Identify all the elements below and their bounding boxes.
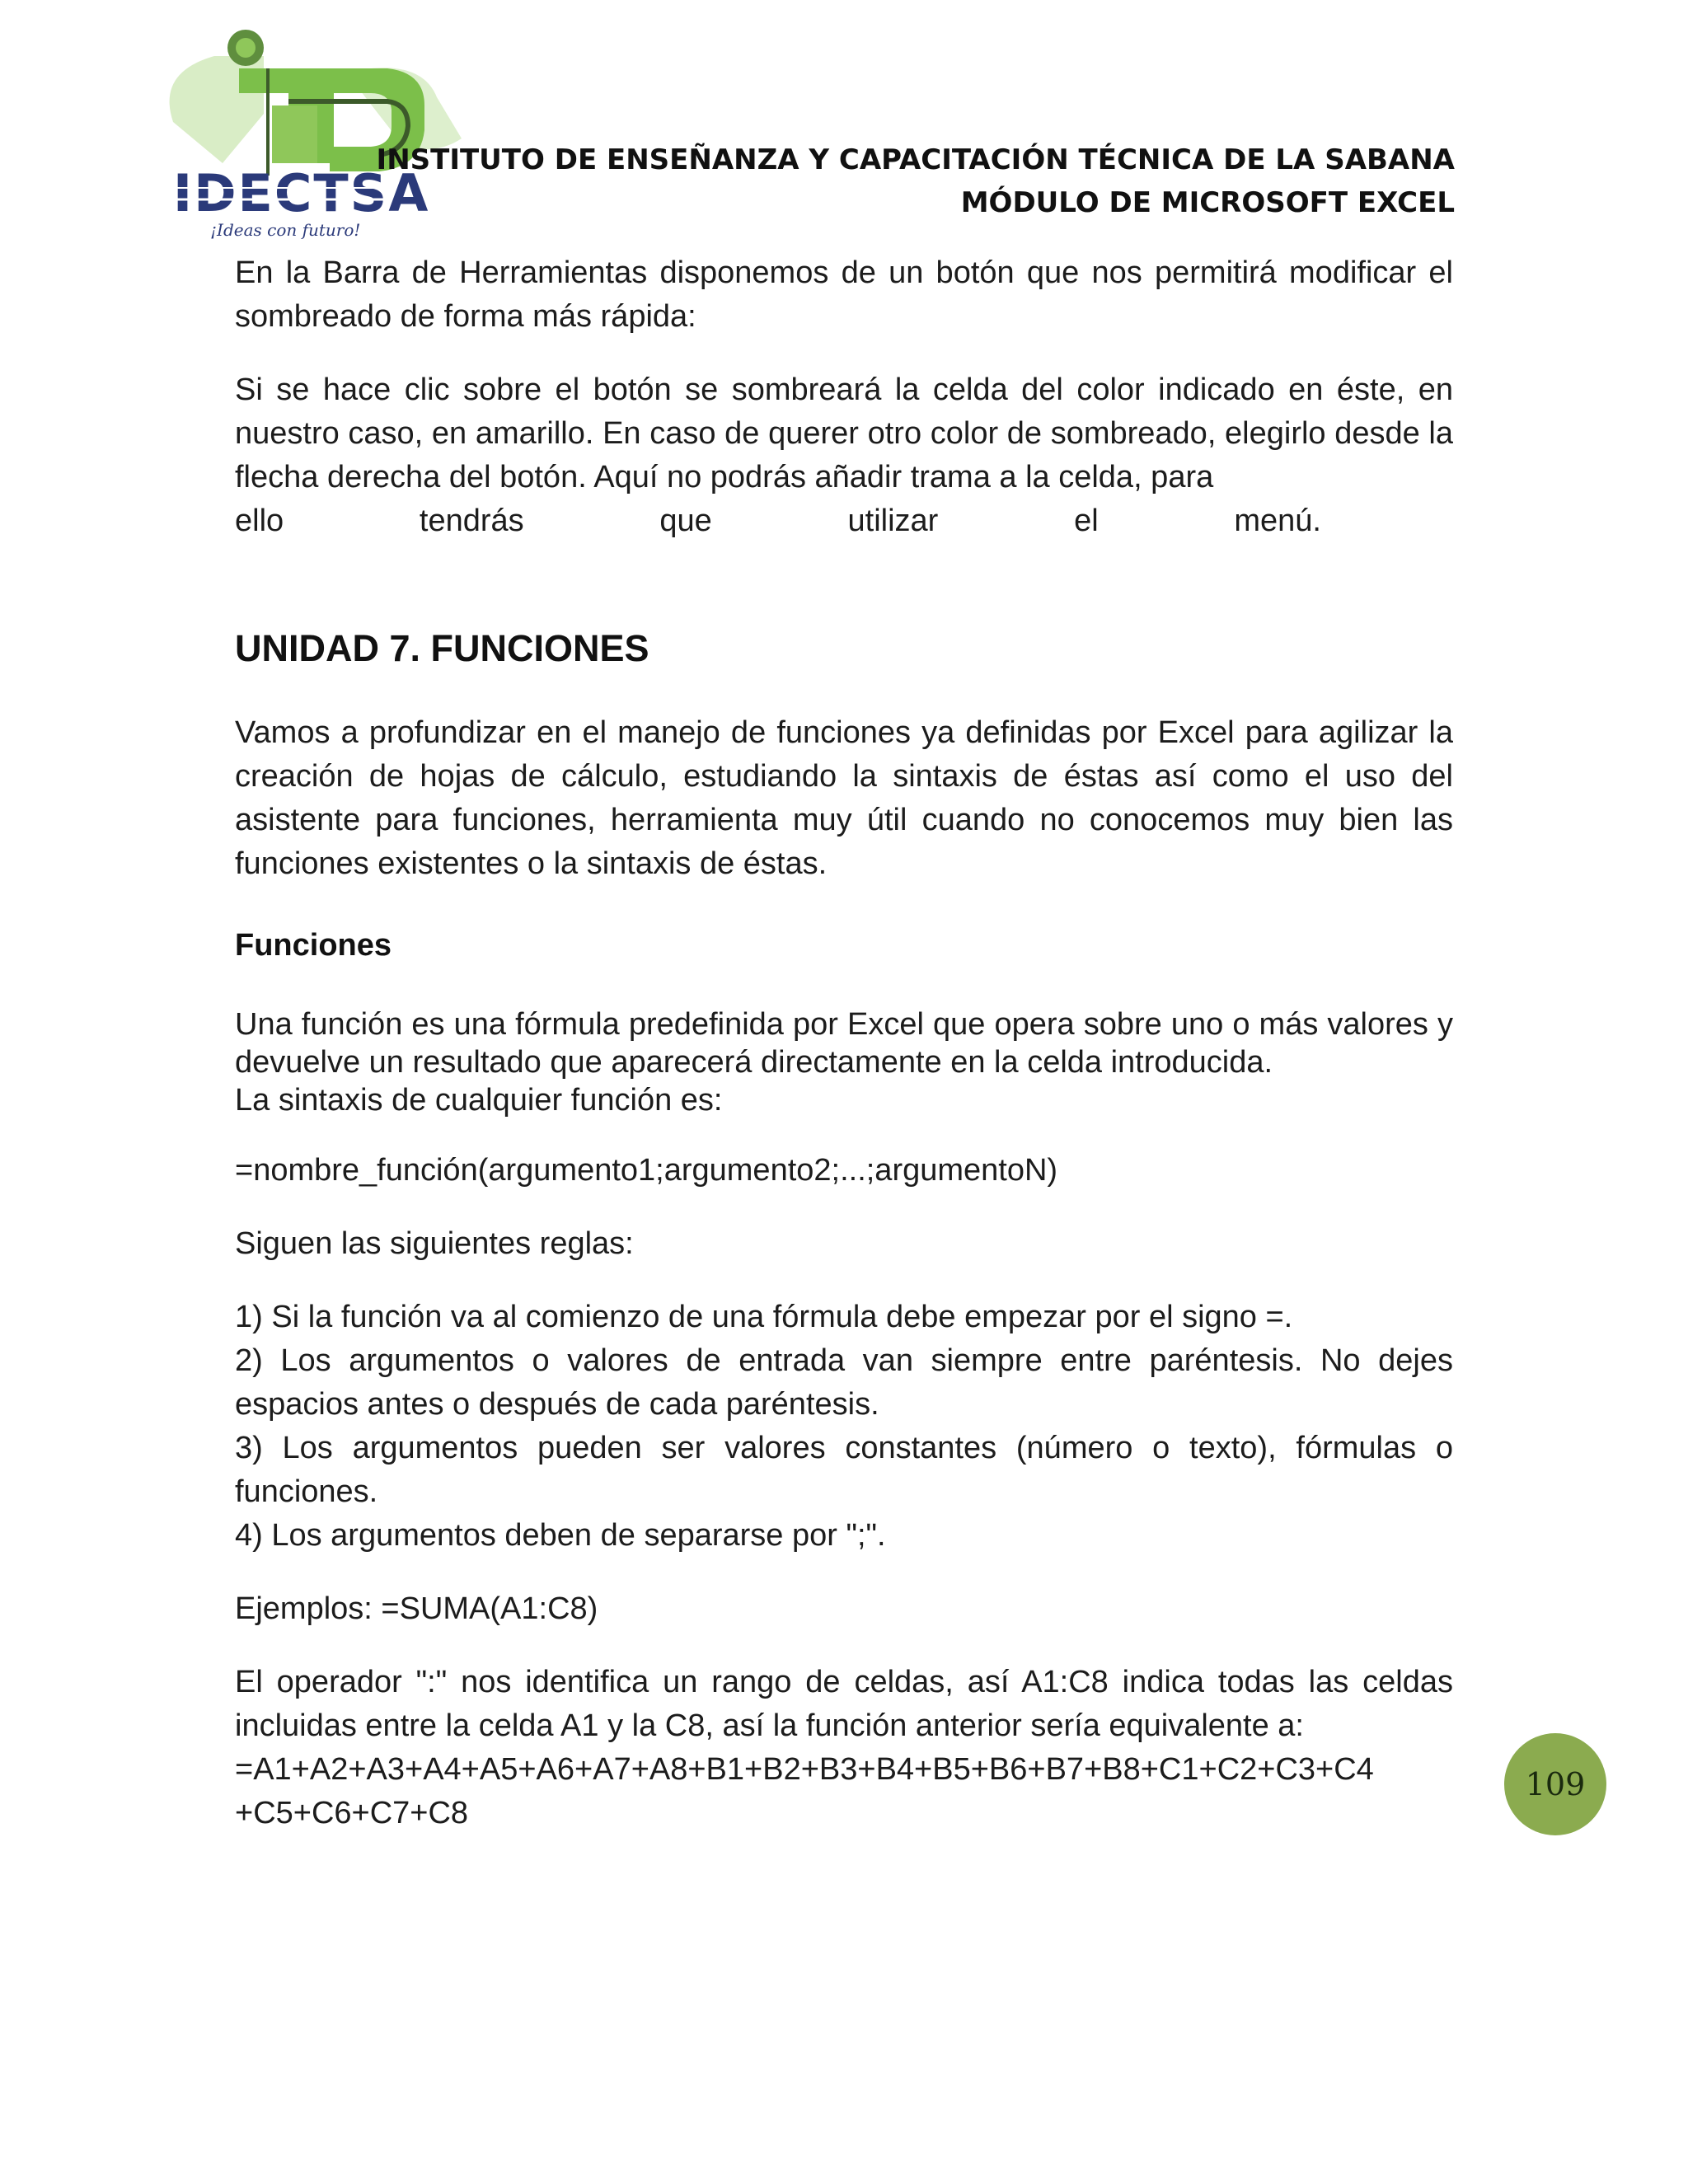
word: tendrás [419,504,524,538]
word: menú. [1234,504,1321,538]
operator-paragraph: El operador ":" nos identifica un rango de celdas, así A1:C8 indica todas las celdas incluidas entre la celda A1 y la C8, así la función anterior sería equivalente a: [235,1665,1453,1743]
word: ello [235,504,284,538]
svg-text:IDECTSA: IDECTSA [173,163,430,223]
rule-item: 3) Los argumentos pueden ser valores constantes (número o texto), fórmulas o funciones. [235,1431,1453,1509]
rules-intro: Siguen las siguientes reglas: [235,1226,634,1261]
expansion-line: =A1+A2+A3+A4+A5+A6+A7+A8+B1+B2+B3+B4+B5+B6+B7+B8+C1+C2+C3+C4 [235,1752,1374,1787]
svg-text:¡Ideas con futuro!: ¡Ideas con futuro! [210,220,361,240]
word: utilizar [847,504,939,538]
page-number-badge [1504,1733,1606,1835]
unit-title: UNIDAD 7. FUNCIONES [235,627,649,669]
rule-item: 1) Si la función va al comienzo de una fórmula debe empezar por el signo =. [235,1300,1293,1334]
intro-paragraph: En la Barra de Herramientas disponemos de un botón que nos permitirá modificar el sombreado de forma más rápida: [235,255,1453,334]
example-line: Ejemplos: =SUMA(A1:C8) [235,1591,598,1626]
shading-paragraph: Si se hace clic sobre el botón se sombreará la celda del color indicado en éste, en nuestro caso, en amarillo. En caso de querer otro color de sombreado, elegirlo desde la flecha derecha del botón. Aquí no podrás añadir trama a la celda, para [235,373,1453,494]
document-header [377,138,1455,224]
shading-last-line [235,499,1453,543]
section-title: Funciones [235,928,392,963]
syntax-intro: La sintaxis de cualquier función es: [235,1083,723,1118]
rule-item: 4) Los argumentos deben de separarse por ";". [235,1518,886,1553]
unit-intro-paragraph: Vamos a profundizar en el manejo de funciones ya definidas por Excel para agilizar la creación de hojas de cálculo, estudiando la sintaxis de éstas así como el uso del asistente para funciones, herramienta muy útil cuando no conocemos muy bien las funciones existentes o la sintaxis de éstas. [235,715,1453,881]
syntax-formula: =nombre_función(argumento1;argumento2;...;argumentoN) [235,1153,1058,1188]
page-content [235,251,1453,1835]
definition-paragraph: Una función es una fórmula predefinida por Excel que opera sobre uno o más valores y devuelve un resultado que aparecerá directamente en la celda introducida. [235,1007,1453,1080]
rule-item: 2) Los argumentos o valores de entrada van siempre entre paréntesis. No dejes espacios antes o después de cada paréntesis. [235,1343,1453,1422]
expansion-line: +C5+C6+C7+C8 [235,1796,469,1830]
word: el [1074,504,1099,538]
page-number: 109 [1525,1766,1586,1802]
word: que [659,504,712,538]
institution-name: INSTITUTO DE ENSEÑANZA Y CAPACITACIÓN TÉCNICA DE LA SABANA [376,143,1455,176]
module-name: MÓDULO DE MICROSOFT EXCEL [960,186,1455,219]
